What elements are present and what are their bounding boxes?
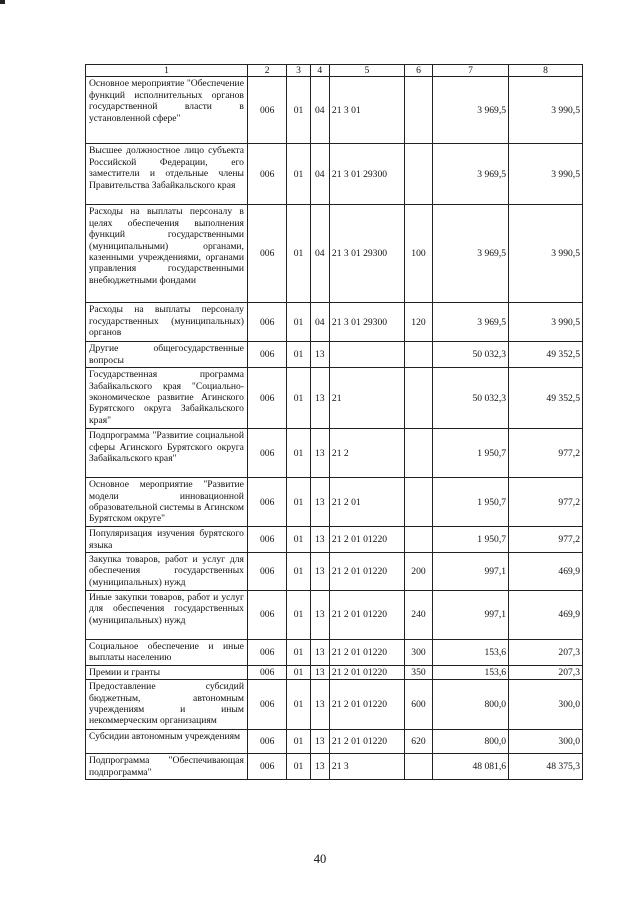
- row-amount-1: 3 969,5: [433, 303, 509, 342]
- row-name: Закупка товаров, работ и услуг для обеспечения государственных (муниципальных) нужд: [86, 553, 248, 591]
- row-section-code: 01: [287, 665, 310, 679]
- row-ved-code: 006: [247, 665, 286, 679]
- row-subsection-code: 04: [310, 303, 329, 342]
- table-row: [86, 553, 583, 591]
- row-expense-type: [404, 368, 432, 429]
- row-target-article: 21 3: [329, 754, 404, 780]
- row-amount-1: 1 950,7: [433, 527, 509, 553]
- row-amount-1: 1 950,7: [433, 429, 509, 478]
- header-row: [86, 65, 583, 77]
- table-row: [86, 665, 583, 679]
- table-row: [86, 478, 583, 527]
- row-section-code: 01: [287, 478, 310, 527]
- row-amount-2: 3 990,5: [509, 303, 583, 342]
- row-ved-code: 006: [247, 478, 286, 527]
- row-name: Высшее должностное лицо субъекта Российской Федерации, его заместители и отдельные члены Правительства Забайкальского края: [86, 144, 248, 205]
- scan-corner-mark: [0, 0, 5, 4]
- row-ved-code: 006: [247, 368, 286, 429]
- row-ved-code: 006: [247, 77, 286, 144]
- row-expense-type: [404, 754, 432, 780]
- row-subsection-code: 04: [310, 205, 329, 303]
- row-amount-2: 977,2: [509, 478, 583, 527]
- row-ved-code: 006: [247, 144, 286, 205]
- row-ved-code: 006: [247, 429, 286, 478]
- row-amount-1: 800,0: [433, 730, 509, 754]
- row-name: Другие общегосударственные вопросы: [86, 342, 248, 368]
- row-ved-code: 006: [247, 730, 286, 754]
- row-amount-1: 48 081,6: [433, 754, 509, 780]
- row-expense-type: 300: [404, 640, 432, 666]
- row-name: Социальное обеспечение и иные выплаты населению: [86, 640, 248, 666]
- row-amount-2: 3 990,5: [509, 144, 583, 205]
- row-name: Популяризация изучения бурятского языка: [86, 527, 248, 553]
- row-subsection-code: 04: [310, 77, 329, 144]
- row-name: Подпрограмма "Развитие социальной сферы Агинского Бурятского округа Забайкальского края": [86, 429, 248, 478]
- row-amount-2: 3 990,5: [509, 205, 583, 303]
- row-section-code: 01: [287, 527, 310, 553]
- row-amount-1: 50 032,3: [433, 342, 509, 368]
- table-row: [86, 144, 583, 205]
- row-section-code: 01: [287, 754, 310, 780]
- row-subsection-code: 13: [310, 553, 329, 591]
- row-expense-type: [404, 429, 432, 478]
- col-header-1: 1: [86, 65, 248, 77]
- table-row: [86, 591, 583, 640]
- row-amount-1: 3 969,5: [433, 77, 509, 144]
- row-amount-2: 977,2: [509, 429, 583, 478]
- row-expense-type: [404, 478, 432, 527]
- row-expense-type: [404, 144, 432, 205]
- row-name: Государственная программа Забайкальского края "Социально-экономическое развитие Агинского Бурятского округа Забайкальского края": [86, 368, 248, 429]
- row-expense-type: [404, 342, 432, 368]
- table-row: [86, 205, 583, 303]
- row-ved-code: 006: [247, 303, 286, 342]
- row-expense-type: 600: [404, 680, 432, 730]
- row-target-article: 21 3 01 29300: [329, 144, 404, 205]
- row-ved-code: 006: [247, 205, 286, 303]
- row-name: Предоставление субсидий бюджетным, автономным учреждениям и иным некоммерческим организациям: [86, 680, 248, 730]
- row-amount-2: 977,2: [509, 527, 583, 553]
- row-section-code: 01: [287, 553, 310, 591]
- table-row: [86, 754, 583, 780]
- row-name: Расходы на выплаты персоналу в целях обеспечения выполнения функций государственными (муниципальными) органами, казенными учреждениями, органами управления государственными внебюджетными фондами: [86, 205, 248, 303]
- row-ved-code: 006: [247, 591, 286, 640]
- row-ved-code: 006: [247, 342, 286, 368]
- row-amount-2: 49 352,5: [509, 368, 583, 429]
- table-body: [86, 77, 583, 780]
- row-expense-type: [404, 77, 432, 144]
- row-section-code: 01: [287, 368, 310, 429]
- row-expense-type: 200: [404, 553, 432, 591]
- row-amount-1: 50 032,3: [433, 368, 509, 429]
- col-header-6: 6: [404, 65, 432, 77]
- row-name: Основное мероприятие "Развитие модели инновационной образовательной системы в Агинском Бурятском округе": [86, 478, 248, 527]
- row-name: Иные закупки товаров, работ и услуг для обеспечения государственных (муниципальных) нужд: [86, 591, 248, 640]
- row-subsection-code: 13: [310, 478, 329, 527]
- row-subsection-code: 04: [310, 144, 329, 205]
- page-number: 40: [313, 852, 327, 866]
- row-target-article: 21 2 01 01220: [329, 553, 404, 591]
- row-subsection-code: 13: [310, 665, 329, 679]
- row-target-article: 21 2 01 01220: [329, 665, 404, 679]
- col-header-2: 2: [247, 65, 286, 77]
- col-header-7: 7: [433, 65, 509, 77]
- row-subsection-code: 13: [310, 754, 329, 780]
- row-amount-1: 800,0: [433, 680, 509, 730]
- col-header-8: 8: [509, 65, 583, 77]
- row-target-article: 21 3 01 29300: [329, 205, 404, 303]
- row-name: Подпрограмма "Обеспечивающая подпрограмма": [86, 754, 248, 780]
- row-target-article: 21 2: [329, 429, 404, 478]
- row-section-code: 01: [287, 144, 310, 205]
- row-amount-1: 3 969,5: [433, 144, 509, 205]
- row-section-code: 01: [287, 680, 310, 730]
- col-header-3: 3: [287, 65, 310, 77]
- row-target-article: 21 3 01 29300: [329, 303, 404, 342]
- row-section-code: 01: [287, 730, 310, 754]
- row-amount-2: 48 375,3: [509, 754, 583, 780]
- row-subsection-code: 13: [310, 527, 329, 553]
- row-subsection-code: 13: [310, 429, 329, 478]
- row-amount-2: 300,0: [509, 730, 583, 754]
- table-row: [86, 640, 583, 666]
- row-amount-2: 300,0: [509, 680, 583, 730]
- col-header-5: 5: [329, 65, 404, 77]
- row-ved-code: 006: [247, 527, 286, 553]
- row-ved-code: 006: [247, 754, 286, 780]
- table-row: [86, 368, 583, 429]
- table-row: [86, 303, 583, 342]
- row-amount-2: 207,3: [509, 665, 583, 679]
- row-target-article: 21 2 01 01220: [329, 680, 404, 730]
- row-target-article: 21 2 01: [329, 478, 404, 527]
- row-section-code: 01: [287, 77, 310, 144]
- row-expense-type: 100: [404, 205, 432, 303]
- row-target-article: 21 2 01 01220: [329, 730, 404, 754]
- row-amount-1: 153,6: [433, 640, 509, 666]
- table-row: [86, 730, 583, 754]
- row-amount-1: 153,6: [433, 665, 509, 679]
- table-row: [86, 342, 583, 368]
- row-target-article: 21 2 01 01220: [329, 527, 404, 553]
- row-amount-1: 997,1: [433, 591, 509, 640]
- row-name: Премии и гранты: [86, 665, 248, 679]
- table-row: [86, 680, 583, 730]
- col-header-4: 4: [310, 65, 329, 77]
- row-amount-1: 1 950,7: [433, 478, 509, 527]
- row-subsection-code: 13: [310, 680, 329, 730]
- table-row: [86, 77, 583, 144]
- row-name: Субсидии автономным учреждениям: [86, 730, 248, 754]
- row-amount-2: 3 990,5: [509, 77, 583, 144]
- row-section-code: 01: [287, 342, 310, 368]
- row-section-code: 01: [287, 591, 310, 640]
- row-amount-2: 207,3: [509, 640, 583, 666]
- row-amount-1: 3 969,5: [433, 205, 509, 303]
- row-expense-type: 620: [404, 730, 432, 754]
- row-ved-code: 006: [247, 680, 286, 730]
- row-subsection-code: 13: [310, 368, 329, 429]
- row-subsection-code: 13: [310, 730, 329, 754]
- row-section-code: 01: [287, 303, 310, 342]
- row-expense-type: 120: [404, 303, 432, 342]
- row-subsection-code: 13: [310, 591, 329, 640]
- row-section-code: 01: [287, 205, 310, 303]
- row-amount-2: 469,9: [509, 591, 583, 640]
- row-ved-code: 006: [247, 640, 286, 666]
- row-target-article: 21 2 01 01220: [329, 640, 404, 666]
- row-expense-type: 350: [404, 665, 432, 679]
- row-target-article: 21: [329, 368, 404, 429]
- row-expense-type: [404, 527, 432, 553]
- row-section-code: 01: [287, 429, 310, 478]
- row-target-article: [329, 342, 404, 368]
- row-name: Расходы на выплаты персоналу государственных (муниципальных) органов: [86, 303, 248, 342]
- row-ved-code: 006: [247, 553, 286, 591]
- row-amount-2: 49 352,5: [509, 342, 583, 368]
- row-subsection-code: 13: [310, 342, 329, 368]
- table-row: [86, 429, 583, 478]
- budget-table: [85, 64, 583, 780]
- row-target-article: 21 2 01 01220: [329, 591, 404, 640]
- row-section-code: 01: [287, 640, 310, 666]
- row-subsection-code: 13: [310, 640, 329, 666]
- row-expense-type: 240: [404, 591, 432, 640]
- row-amount-2: 469,9: [509, 553, 583, 591]
- table-row: [86, 527, 583, 553]
- row-amount-1: 997,1: [433, 553, 509, 591]
- row-name: Основное мероприятие "Обеспечение функций исполнительных органов государственной власти в установленной сфере": [86, 77, 248, 144]
- row-target-article: 21 3 01: [329, 77, 404, 144]
